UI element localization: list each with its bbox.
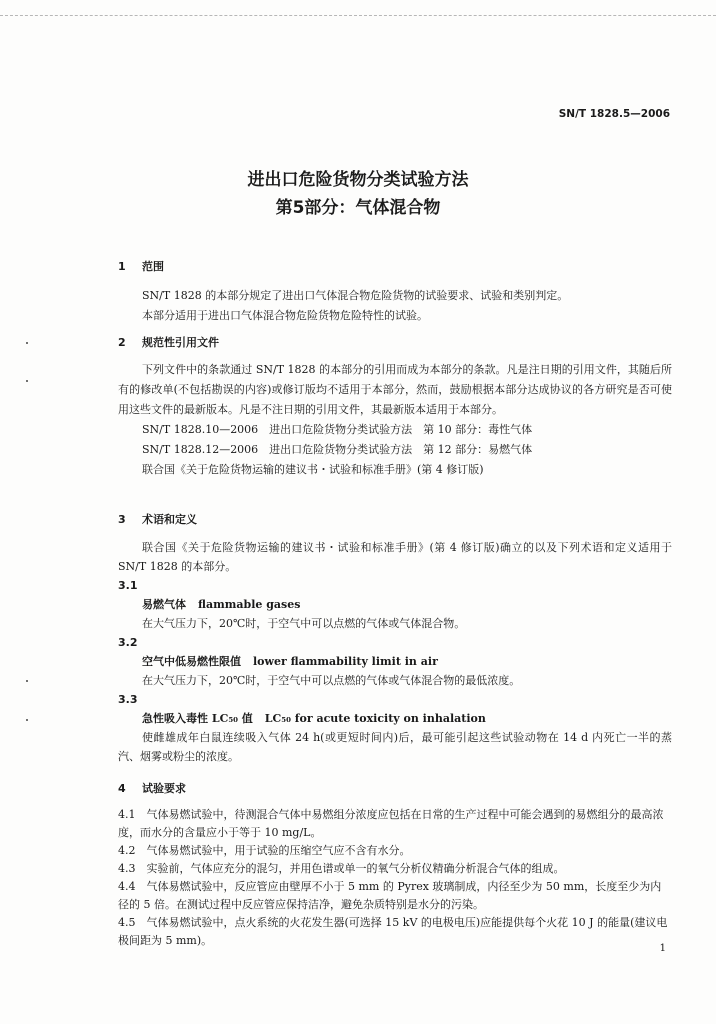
scan-speck xyxy=(26,680,28,682)
page-number: 1 xyxy=(659,943,666,954)
reference-item: 联合国《关于危险货物运输的建议书・试验和标准手册》(第 4 修订版) xyxy=(142,463,484,476)
term-heading: 易燃气体 flammable gases xyxy=(142,598,301,611)
list-item: 4.1 气体易燃试验中，待测混合气体中易燃组分浓度应包括在日常的生产过程中可能会遇到的易燃组分的最高浓度，而水分的含量应小于等于 10 mg/L。 xyxy=(118,808,664,839)
section-3-body xyxy=(118,538,672,766)
term-heading: 急性吸入毒性 LC₅₀ 值 LC₅₀ for acute toxicity on inhalation xyxy=(142,712,486,725)
document-subtitle: 第5部分：气体混合物 xyxy=(275,198,441,218)
section-1-body xyxy=(118,287,672,324)
list-item: 4.4 气体易燃试验中，反应管应由壁厚不小于 5 mm 的 Pyrex 玻璃制成，内径至少为 50 mm，长度至少为内径的 5 倍。在测试过程中反应管应保持洁净，避免杂质特别是水分的污染。 xyxy=(118,880,662,911)
reference-item: SN/T 1828.10—2006 进出口危险货物分类试验方法 第 10 部分：毒性气体 xyxy=(142,423,533,436)
term-definition: 使雌雄成年白鼠连续吸入气体 24 h(或更短时间内)后，最可能引起这些试验动物在 14 d 内死亡一半的蒸汽、烟雾或粉尘的浓度。 xyxy=(118,731,672,763)
paragraph: 本部分适用于进出口气体混合物危险货物危险特性的试验。 xyxy=(142,309,428,322)
section-heading: 2 规范性引用文件 xyxy=(118,336,219,349)
term-number: 3.2 xyxy=(118,636,138,649)
section-4 xyxy=(118,780,672,797)
paragraph: 联合国《关于危险货物运输的建议书・试验和标准手册》(第 4 修订版)确立的以及下列术语和定义适用于 SN/T 1828 的本部分。 xyxy=(118,541,672,573)
section-3 xyxy=(118,511,672,528)
section-1 xyxy=(118,258,672,275)
scan-border-line xyxy=(0,15,716,16)
section-heading: 1 范围 xyxy=(118,260,164,273)
term-heading: 空气中低易燃性限值 lower flammability limit in air xyxy=(142,655,438,668)
scan-speck xyxy=(26,719,28,721)
term-number: 3.3 xyxy=(118,693,138,706)
term-definition: 在大气压力下，20℃时，于空气中可以点燃的气体或气体混合物的最低浓度。 xyxy=(142,674,521,687)
section-heading: 4 试验要求 xyxy=(118,782,186,795)
document-title: 进出口危险货物分类试验方法 xyxy=(247,170,469,190)
paragraph: SN/T 1828 的本部分规定了进出口气体混合物危险货物的试验要求、试验和类别判定。 xyxy=(142,289,569,302)
section-4-body xyxy=(118,806,672,950)
list-item: 4.2 气体易燃试验中，用于试验的压缩空气应不含有水分。 xyxy=(118,844,411,857)
list-item: 4.3 实验前，气体应充分的混匀，并用色谱或单一的氧气分析仪精确分析混合气体的组成。 xyxy=(118,862,565,875)
scan-speck xyxy=(26,342,28,344)
paragraph: 下列文件中的条款通过 SN/T 1828 的本部分的引用而成为本部分的条款。凡是注日期的引用文件，其随后所有的修改单(不包括勘误的内容)或修订版均不适用于本部分，然而，鼓励根据本部分达成协议的各方研究是否可使用这些文件的最新版本。凡是不注日期的引用文件，其最新版本适用于本部分。 xyxy=(118,363,672,416)
reference-item: SN/T 1828.12—2006 进出口危险货物分类试验方法 第 12 部分：易燃气体 xyxy=(142,443,533,456)
section-2-body xyxy=(118,360,672,480)
term-definition: 在大气压力下，20℃时，于空气中可以点燃的气体或气体混合物。 xyxy=(142,617,466,630)
section-heading: 3 术语和定义 xyxy=(118,513,197,526)
scan-speck xyxy=(26,380,28,382)
list-item: 4.5 气体易燃试验中，点火系统的火花发生器(可选择 15 kV 的电极电压)应能提供每个火花 10 J 的能量(建议电极间距为 5 mm)。 xyxy=(118,916,668,947)
document-number: SN/T 1828.5—2006 xyxy=(558,108,670,120)
term-number: 3.1 xyxy=(118,579,138,592)
section-2 xyxy=(118,334,672,351)
